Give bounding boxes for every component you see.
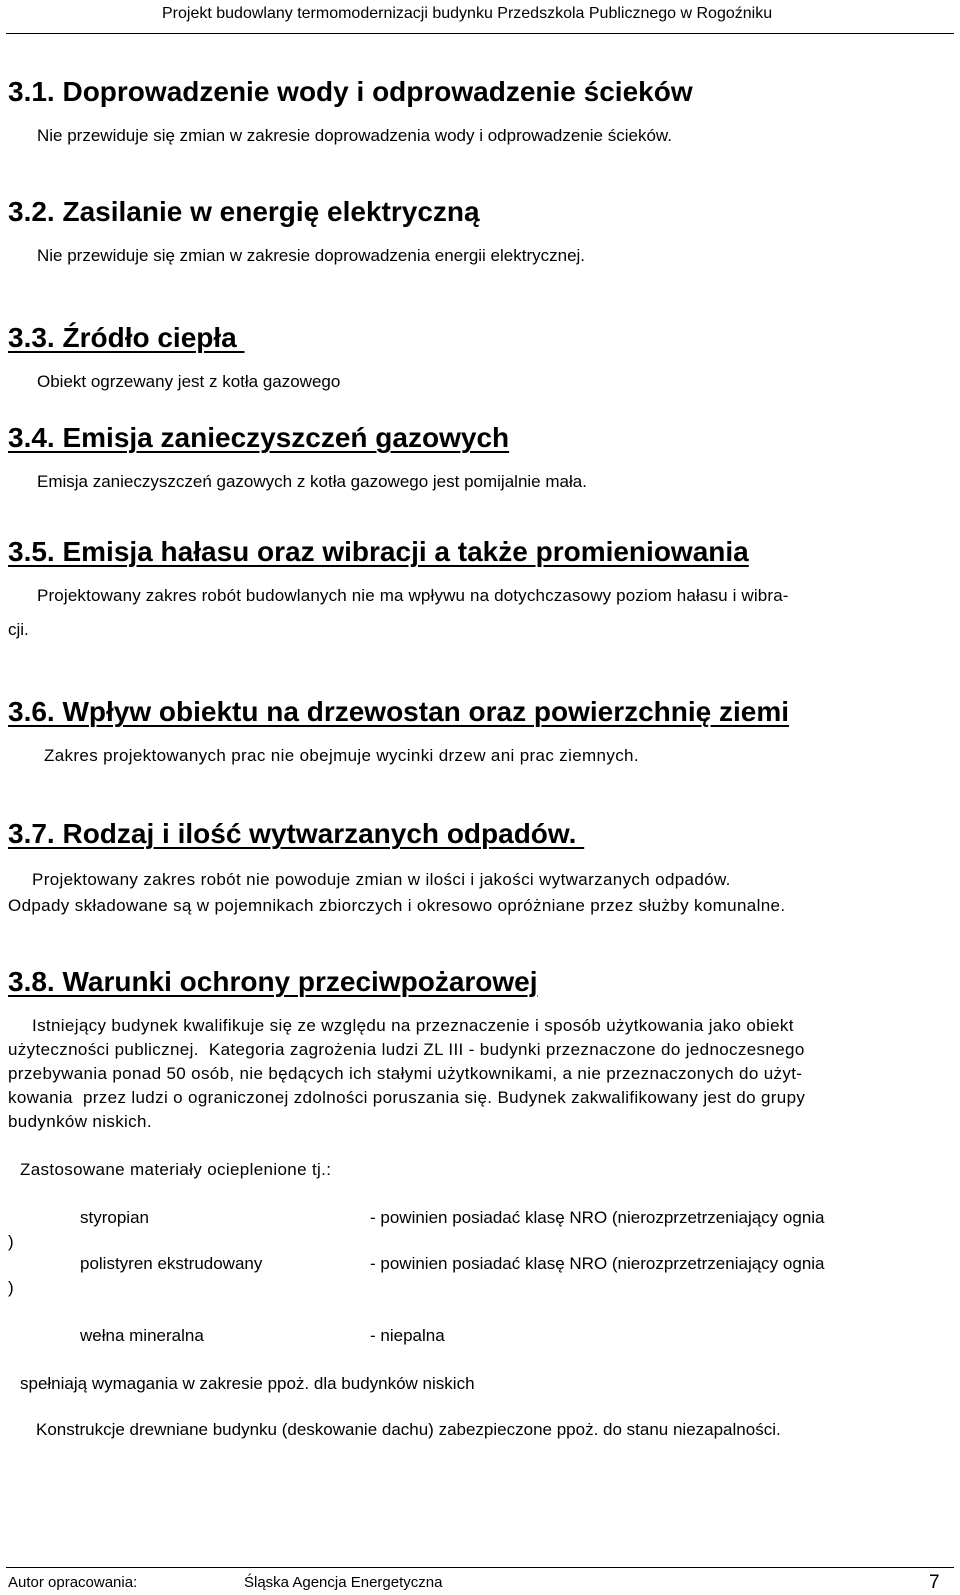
fire-para-line5: budynków niskich. <box>8 1112 152 1131</box>
materials-intro: Zastosowane materiały ocieplenione tj.: <box>20 1160 332 1179</box>
section-3-3-heading: 3.3. Źródło ciepła <box>8 322 245 353</box>
material-name: wełna mineralna <box>80 1326 204 1345</box>
header-title: Projekt budowlany termomodernizacji budynku Przedszkola Publicznego w Rogoźniku <box>162 5 773 22</box>
materials-conclusion: spełniają wymagania w zakresie ppoż. dla budynków niskich <box>20 1374 475 1393</box>
section-3-7-text-line1: Projektowany zakres robót nie powoduje zmian w ilości i jakości wytwarzanych odpadów. <box>32 870 731 889</box>
material-paren: ) <box>8 1278 14 1297</box>
fire-para-line1: Istniejący budynek kwalifikuje się ze względu na przeznaczenie i sposób użytkowania jako obiekt <box>32 1016 794 1035</box>
section-3-1-heading: 3.1. Doprowadzenie wody i odprowadzenie ścieków <box>8 76 693 107</box>
fire-para-line3: przebywania ponad 50 osób, nie będących ich stałymi użytkownikami, a nie przeznaczonych do użyt- <box>8 1064 803 1083</box>
section-3-4-heading: 3.4. Emisja zanieczyszczeń gazowych <box>8 422 510 453</box>
section-3-8-heading: 3.8. Warunki ochrony przeciwpożarowej <box>8 966 538 997</box>
footer-divider <box>6 1567 954 1568</box>
section-3-5-heading: 3.5. Emisja hałasu oraz wibracji a także promieniowania <box>8 536 749 567</box>
material-name: styropian <box>80 1208 149 1227</box>
footer-author-label: Autor opracowania: <box>8 1574 138 1591</box>
header-divider <box>6 33 954 34</box>
section-3-5-text-line1: Projektowany zakres robót budowlanych nie ma wpływu na dotychczasowy poziom hałasu i wibra- <box>37 586 789 605</box>
material-requirement: - powinien posiadać klasę NRO (nierozprzetrzeniający ognia <box>370 1208 825 1227</box>
fire-para-line2: użyteczności publicznej. Kategoria zagrożenia ludzi ZL III - budynki przeznaczone do jednoczesnego <box>8 1040 805 1059</box>
footer-author: Śląska Agencja Energetyczna <box>244 1574 443 1591</box>
material-requirement: - niepalna <box>370 1326 445 1345</box>
wood-protection-note: Konstrukcje drewniane budynku (deskowanie dachu) zabezpieczone ppoż. do stanu niezapalności. <box>36 1420 781 1439</box>
section-3-3-text: Obiekt ogrzewany jest z kotła gazowego <box>37 372 341 391</box>
section-3-5-text-line2: cji. <box>8 620 29 639</box>
material-paren: ) <box>8 1232 14 1251</box>
section-3-7-text-line2: Odpady składowane są w pojemnikach zbiorczych i okresowo opróżniane przez służby komunalne. <box>8 896 786 915</box>
section-3-7-heading: 3.7. Rodzaj i ilość wytwarzanych odpadów. <box>8 818 585 849</box>
fire-para-line4: kowania przez ludzi o ograniczonej zdolności poruszania się. Budynek zakwalifikowany jest do grupy <box>8 1088 806 1107</box>
section-3-2-text: Nie przewiduje się zmian w zakresie doprowadzenia energii elektrycznej. <box>37 246 586 265</box>
section-3-2-heading: 3.2. Zasilanie w energię elektryczną <box>8 196 480 227</box>
material-name: polistyren ekstrudowany <box>80 1254 263 1273</box>
section-3-4-text: Emisja zanieczyszczeń gazowych z kotła gazowego jest pomijalnie mała. <box>37 472 587 491</box>
section-3-6-heading: 3.6. Wpływ obiektu na drzewostan oraz powierzchnię ziemi <box>8 696 790 727</box>
section-3-1-text: Nie przewiduje się zmian w zakresie doprowadzenia wody i odprowadzenie ścieków. <box>37 126 672 145</box>
material-requirement: - powinien posiadać klasę NRO (nierozprzetrzeniający ognia <box>370 1254 825 1273</box>
page-number: 7 <box>929 1572 940 1593</box>
section-3-6-text: Zakres projektowanych prac nie obejmuje wycinki drzew ani prac ziemnych. <box>44 746 639 765</box>
